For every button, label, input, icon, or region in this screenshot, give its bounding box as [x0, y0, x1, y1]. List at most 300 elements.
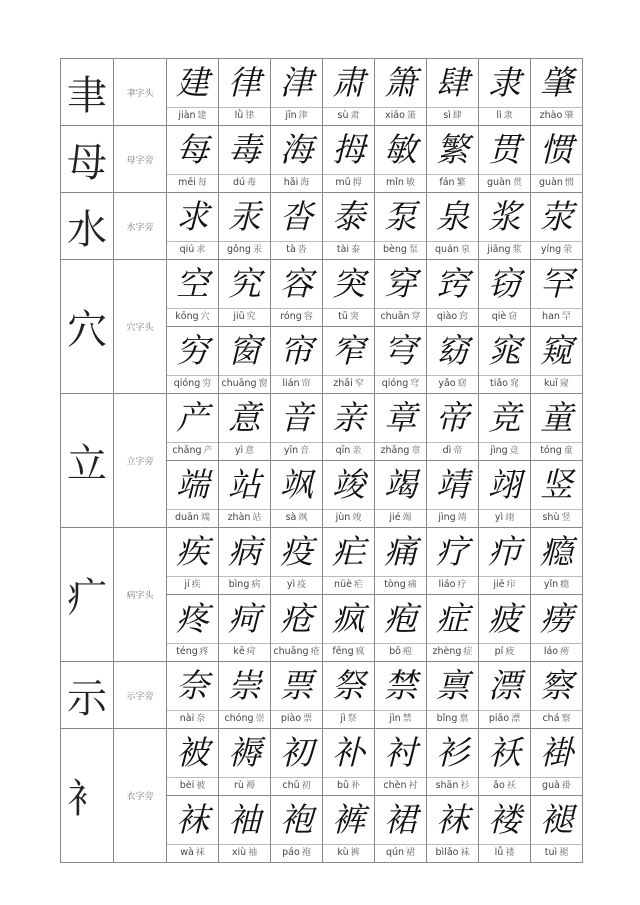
calligraphy-character: 产: [176, 398, 209, 437]
calligraphy-character: 疴: [228, 599, 261, 638]
pinyin-text: qún: [385, 847, 405, 858]
calligraphy-character: 裤: [332, 800, 365, 839]
character-cell: [219, 729, 271, 796]
pinyin-text: dú: [232, 177, 246, 188]
pinyin-text: chǎng: [172, 445, 202, 456]
pinyin-text: jié: [389, 512, 401, 523]
character-cell: [167, 461, 219, 528]
pinyin-caption: [167, 442, 218, 460]
pinyin-text: zhào: [539, 110, 563, 121]
character-cell: [427, 729, 479, 796]
small-character: 袜: [195, 848, 205, 858]
pinyin-text: yì: [234, 445, 244, 456]
pinyin-caption: [167, 643, 218, 661]
small-character: 究: [246, 312, 256, 322]
pinyin-caption: [271, 710, 322, 728]
pinyin-text: jīn: [285, 110, 297, 121]
character-cell: [479, 193, 531, 260]
calligraphy-character: 褪: [540, 800, 573, 839]
small-character: 站: [252, 513, 262, 523]
calligraphy-character: 音: [280, 398, 313, 437]
small-character: 袖: [248, 848, 258, 858]
small-character: 褛: [505, 848, 515, 858]
small-character: 穴: [200, 312, 210, 322]
pinyin-text: kuī: [544, 378, 558, 389]
small-character: 疯: [355, 647, 365, 657]
pinyin-text: yì: [494, 512, 504, 523]
character-cell: [427, 193, 479, 260]
small-character: 瘾: [560, 580, 570, 590]
pinyin-text: zhèng: [432, 646, 462, 657]
pinyin-caption: [323, 643, 374, 661]
calligraphy-character: 窈: [436, 331, 469, 370]
pinyin-caption: [531, 107, 582, 125]
calligraphy-character: 袍: [280, 800, 313, 839]
pinyin-text: mǐn: [386, 177, 404, 188]
small-character: 肆: [452, 111, 462, 121]
radical-label: 聿字头: [114, 59, 167, 126]
character-cell: [531, 260, 583, 327]
small-character: 禀: [459, 714, 469, 724]
small-character: 音: [300, 446, 310, 456]
small-character: 病: [251, 580, 261, 590]
calligraphy-character: 容: [280, 264, 313, 303]
pinyin-text: xiù: [231, 847, 247, 858]
pinyin-text: ǎo: [493, 780, 505, 791]
pinyin-caption: [219, 643, 270, 661]
pinyin-caption: [323, 844, 374, 862]
pinyin-text: jìng: [438, 512, 456, 523]
pinyin-caption: [427, 844, 478, 862]
pinyin-text: yíng: [540, 244, 562, 255]
pinyin-caption: [167, 174, 218, 192]
small-character: 泵: [408, 245, 418, 255]
pinyin-caption: [271, 643, 322, 661]
small-character: 突: [349, 312, 359, 322]
pinyin-caption: [375, 643, 426, 661]
calligraphy-character: 穹: [384, 331, 417, 370]
pinyin-text: duān: [175, 512, 199, 523]
radical-glyph: 母: [61, 126, 114, 193]
small-character: 建: [197, 111, 207, 121]
calligraphy-character: 亲: [332, 398, 365, 437]
pinyin-text: yì: [286, 579, 296, 590]
pinyin-caption: [271, 241, 322, 259]
character-cell: [531, 327, 583, 394]
pinyin-text: bō: [389, 646, 401, 657]
calligraphy-character: 疼: [176, 599, 209, 638]
pinyin-text: páo: [282, 847, 300, 858]
small-character: 肃: [350, 111, 360, 121]
calligraphy-character: 衫: [436, 733, 469, 772]
calligraphy-character: 袜: [436, 800, 469, 839]
pinyin-caption: [531, 308, 582, 326]
character-cell: [323, 59, 375, 126]
pinyin-caption: [531, 576, 582, 594]
character-cell: [375, 461, 427, 528]
character-cell: [323, 193, 375, 260]
pinyin-text: kē: [233, 646, 245, 657]
pinyin-text: sà: [285, 512, 297, 523]
pinyin-text: liáo: [438, 579, 456, 590]
character-cell: [531, 729, 583, 796]
pinyin-text: yīn: [283, 445, 299, 456]
calligraphy-character: 祭: [332, 666, 365, 705]
small-character: 肇: [564, 111, 574, 121]
small-character: 疖: [506, 580, 516, 590]
radical-label: 穴字头: [114, 260, 167, 394]
small-character: 沓: [297, 245, 307, 255]
pinyin-caption: [219, 509, 270, 527]
calligraphy-character: 泉: [436, 197, 469, 236]
pinyin-caption: [323, 576, 374, 594]
small-character: 穿: [411, 312, 421, 322]
pinyin-text: sù: [337, 110, 349, 121]
character-cell: [427, 126, 479, 193]
small-character: 疾: [191, 580, 201, 590]
pinyin-caption: [219, 308, 270, 326]
pinyin-text: qióng: [381, 378, 409, 389]
character-cell: [167, 59, 219, 126]
small-character: 祭: [347, 714, 357, 724]
calligraphy-character: 汞: [228, 197, 261, 236]
small-character: 疮: [310, 647, 320, 657]
pinyin-caption: [219, 710, 270, 728]
calligraphy-character: 褛: [488, 800, 521, 839]
character-cell: [479, 528, 531, 595]
small-character: 飒: [298, 513, 308, 523]
character-cell: [219, 327, 271, 394]
small-character: 褂: [561, 781, 571, 791]
character-cell: [271, 327, 323, 394]
pinyin-text: nüè: [334, 579, 352, 590]
pinyin-text: tà: [286, 244, 296, 255]
character-cell: [271, 126, 323, 193]
small-character: 端: [200, 513, 210, 523]
character-cell: [375, 126, 427, 193]
character-cell: [271, 394, 323, 461]
character-cell: [167, 193, 219, 260]
pinyin-caption: [271, 442, 322, 460]
calligraphy-character: 律: [228, 63, 261, 102]
character-cell: [375, 59, 427, 126]
small-character: 票: [303, 714, 313, 724]
character-cell: [323, 327, 375, 394]
calligraphy-character: 窄: [332, 331, 365, 370]
pinyin-caption: [531, 442, 582, 460]
small-character: 竣: [352, 513, 362, 523]
small-character: 裤: [350, 848, 360, 858]
small-character: 求: [196, 245, 206, 255]
pinyin-caption: [479, 576, 530, 594]
pinyin-text: róng: [280, 311, 302, 322]
pinyin-text: chóng: [224, 713, 254, 724]
character-cell: [271, 528, 323, 595]
pinyin-text: quán: [435, 244, 459, 255]
pinyin-caption: [271, 576, 322, 594]
pinyin-caption: [427, 643, 478, 661]
small-character: 罕: [561, 312, 571, 322]
pinyin-caption: [375, 844, 426, 862]
pinyin-caption: [167, 509, 218, 527]
pinyin-text: mǔ: [335, 177, 351, 188]
pinyin-text: jiāng: [487, 244, 511, 255]
calligraphy-character: 突: [332, 264, 365, 303]
table-row: [61, 126, 583, 193]
character-cell: [219, 662, 271, 729]
small-character: 惯: [564, 178, 574, 188]
character-cell: [375, 729, 427, 796]
small-character: 每: [197, 178, 207, 188]
character-cell: [531, 126, 583, 193]
character-cell: [323, 126, 375, 193]
pinyin-text: chuān: [380, 311, 410, 322]
character-cell: [427, 327, 479, 394]
calligraphy-character: 崇: [228, 666, 261, 705]
pinyin-text: wà: [180, 847, 194, 858]
character-cell: [167, 796, 219, 863]
character-cell: [219, 461, 271, 528]
character-cell: [531, 59, 583, 126]
calligraphy-character: 疮: [280, 599, 313, 638]
pinyin-caption: [323, 442, 374, 460]
pinyin-caption: [375, 710, 426, 728]
calligraphy-character: 疯: [332, 599, 365, 638]
small-character: 初: [301, 781, 311, 791]
calligraphy-character: 窍: [436, 264, 469, 303]
small-character: 贯: [512, 178, 522, 188]
pinyin-text: chuāng: [273, 646, 309, 657]
calligraphy-character: 穷: [176, 331, 209, 370]
calligraphy-character: 海: [280, 130, 313, 169]
calligraphy-character: 疫: [280, 532, 313, 571]
pinyin-caption: [219, 442, 270, 460]
small-character: 疴: [246, 647, 256, 657]
character-cell: [271, 59, 323, 126]
small-character: 窈: [457, 379, 467, 389]
pinyin-caption: [427, 107, 478, 125]
radical-label: 立字旁: [114, 394, 167, 528]
character-cell: [427, 528, 479, 595]
pinyin-text: guàn: [539, 177, 563, 188]
pinyin-caption: [427, 174, 478, 192]
calligraphy-character: 奈: [176, 666, 209, 705]
small-character: 竖: [561, 513, 571, 523]
pinyin-caption: [375, 241, 426, 259]
small-character: 窗: [258, 379, 268, 389]
small-character: 繁: [456, 178, 466, 188]
pinyin-text: tóng: [540, 445, 562, 456]
character-cell: [167, 729, 219, 796]
pinyin-text: lián: [282, 378, 300, 389]
calligraphy-character: 疱: [384, 599, 417, 638]
pinyin-text: sì: [443, 110, 451, 121]
pinyin-text: jì: [340, 713, 346, 724]
small-character: 疼: [199, 647, 209, 657]
small-character: 察: [561, 714, 571, 724]
pinyin-caption: [427, 375, 478, 393]
calligraphy-character: 浆: [488, 197, 521, 236]
calligraphy-character: 窥: [540, 331, 573, 370]
small-character: 毒: [247, 178, 257, 188]
character-cell: [427, 662, 479, 729]
calligraphy-character: 拇: [332, 130, 365, 169]
character-cell: [479, 394, 531, 461]
character-cell: [323, 729, 375, 796]
pinyin-text: téng: [176, 646, 198, 657]
small-character: 疲: [505, 647, 515, 657]
calligraphy-character: 飒: [280, 465, 313, 504]
calligraphy-character: 敏: [384, 130, 417, 169]
calligraphy-character: 裙: [384, 800, 417, 839]
pinyin-text: shù: [542, 512, 560, 523]
small-character: 衬: [408, 781, 418, 791]
radical-glyph: 疒: [61, 528, 114, 662]
calligraphy-character: 窃: [488, 264, 521, 303]
character-cell: [375, 327, 427, 394]
small-character: 疱: [402, 647, 412, 657]
pinyin-text: jiū: [233, 311, 245, 322]
pinyin-caption: [271, 509, 322, 527]
pinyin-text: gǒng: [227, 244, 251, 255]
pinyin-caption: [479, 375, 530, 393]
pinyin-text: hǎi: [283, 177, 299, 188]
pinyin-caption: [323, 710, 374, 728]
character-cell: [167, 662, 219, 729]
table-row: [61, 260, 583, 327]
pinyin-caption: [167, 375, 218, 393]
pinyin-caption: [375, 308, 426, 326]
pinyin-text: jiàn: [178, 110, 196, 121]
character-cell: [531, 461, 583, 528]
pinyin-caption: [375, 375, 426, 393]
radical-glyph: 穴: [61, 260, 114, 394]
pinyin-caption: [427, 509, 478, 527]
character-cell: [479, 461, 531, 528]
pinyin-text: tài: [336, 244, 350, 255]
small-character: 袜: [460, 848, 470, 858]
calligraphy-character: 疟: [332, 532, 365, 571]
pinyin-text: fēng: [332, 646, 354, 657]
pinyin-caption: [479, 710, 530, 728]
pinyin-text: fán: [439, 177, 455, 188]
pinyin-text: jí: [184, 579, 190, 590]
calligraphy-character: 票: [280, 666, 313, 705]
character-cell: [427, 59, 479, 126]
character-cell: [219, 260, 271, 327]
pinyin-text: tòng: [384, 579, 406, 590]
small-character: 隶: [503, 111, 513, 121]
calligraphy-character: 空: [176, 264, 209, 303]
character-cell: [167, 394, 219, 461]
small-character: 浆: [512, 245, 522, 255]
small-character: 漂: [511, 714, 521, 724]
calligraphy-character: 窗: [228, 331, 261, 370]
character-cell: [479, 662, 531, 729]
calligraphy-character: 繁: [436, 130, 469, 169]
character-cell: [219, 126, 271, 193]
radical-glyph: 聿: [61, 59, 114, 126]
pinyin-text: jìn: [389, 713, 401, 724]
pinyin-text: kù: [337, 847, 349, 858]
character-cell: [167, 528, 219, 595]
character-cell: [427, 394, 479, 461]
radical-label: 母字旁: [114, 126, 167, 193]
small-character: 翊: [505, 513, 515, 523]
character-cell: [375, 528, 427, 595]
character-cell: [271, 662, 323, 729]
character-cell: [219, 193, 271, 260]
small-character: 窄: [354, 379, 364, 389]
pinyin-caption: [427, 710, 478, 728]
pinyin-text: bìng: [228, 579, 250, 590]
character-cell: [479, 260, 531, 327]
character-cell: [531, 528, 583, 595]
calligraphy-character: 褥: [228, 733, 261, 772]
pinyin-caption: [479, 643, 530, 661]
small-character: 补: [351, 781, 361, 791]
character-cell: [531, 662, 583, 729]
calligraphy-character: 疗: [436, 532, 469, 571]
pinyin-caption: [323, 777, 374, 795]
pinyin-text: zhāng: [380, 445, 410, 456]
character-cell: [271, 595, 323, 662]
pinyin-text: lì: [496, 110, 502, 121]
character-cell: [219, 528, 271, 595]
small-character: 童: [563, 446, 573, 456]
pinyin-text: shān: [435, 780, 459, 791]
pinyin-text: chá: [542, 713, 560, 724]
small-character: 海: [300, 178, 310, 188]
pinyin-caption: [531, 643, 582, 661]
pinyin-caption: [531, 777, 582, 795]
pinyin-caption: [375, 509, 426, 527]
calligraphy-character: 泵: [384, 197, 417, 236]
pinyin-caption: [479, 241, 530, 259]
pinyin-text: yǐn: [543, 579, 559, 590]
pinyin-caption: [219, 844, 270, 862]
small-character: 荥: [563, 245, 573, 255]
pinyin-caption: [531, 174, 582, 192]
pinyin-caption: [271, 174, 322, 192]
pinyin-caption: [479, 308, 530, 326]
pinyin-caption: [219, 375, 270, 393]
small-character: 袍: [301, 848, 311, 858]
pinyin-caption: [531, 375, 582, 393]
pinyin-caption: [219, 107, 270, 125]
character-cell: [323, 260, 375, 327]
calligraphy-character: 隶: [488, 63, 521, 102]
calligraphy-character: 荥: [540, 197, 573, 236]
small-character: 章: [411, 446, 421, 456]
pinyin-caption: [531, 710, 582, 728]
character-cell: [375, 796, 427, 863]
character-cell: [323, 461, 375, 528]
pinyin-caption: [271, 375, 322, 393]
pinyin-text: qiè: [491, 311, 507, 322]
calligraphy-character: 靖: [436, 465, 469, 504]
table-row: [61, 59, 583, 126]
pinyin-text: jiē: [493, 579, 505, 590]
small-character: 泉: [460, 245, 470, 255]
pinyin-caption: [219, 576, 270, 594]
calligraphy-character: 肃: [332, 63, 365, 102]
calligraphy-character: 竖: [540, 465, 573, 504]
small-character: 痛: [407, 580, 417, 590]
pinyin-caption: [427, 777, 478, 795]
pinyin-caption: [271, 107, 322, 125]
small-character: 敏: [405, 178, 415, 188]
